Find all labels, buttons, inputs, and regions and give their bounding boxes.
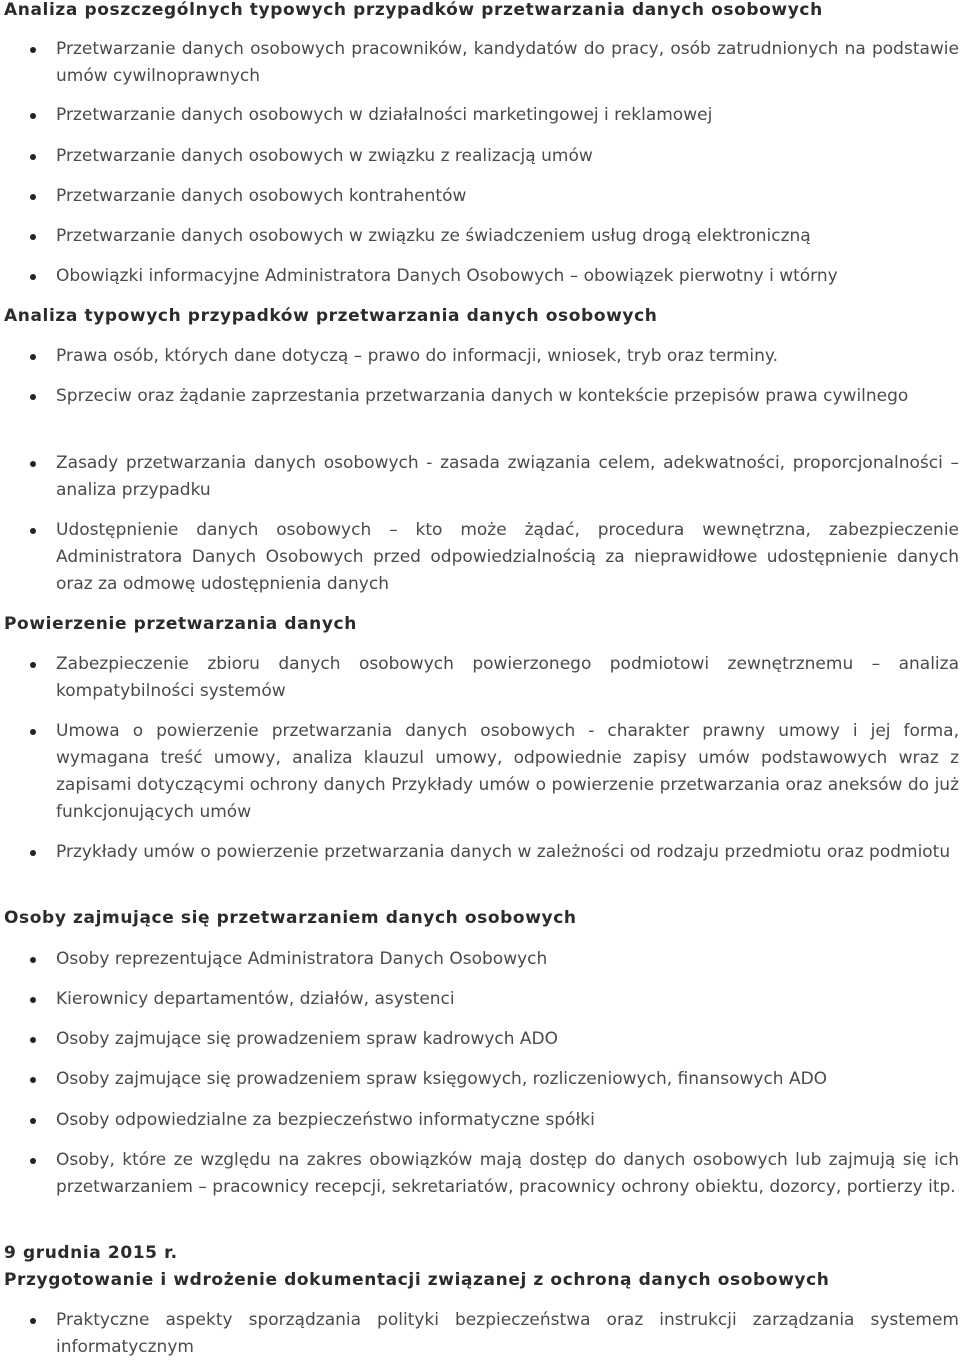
list-item: Udostępnienie danych osobowych – kto może żądać, procedura wewnętrzna, zabezpieczenie Administratora Danych Osobowych przed odpowiedzialnością za nieprawidłowe udostępnienie danych oraz za odmowę udostępnienia danych	[56, 517, 959, 598]
date-heading: 9 grudnia 2015 r.	[4, 1243, 178, 1263]
list-item: Kierownicy departamentów, działów, asystenci	[56, 986, 959, 1013]
list-item: Przetwarzanie danych osobowych w związku ze świadczeniem usług drogą elektroniczną	[56, 223, 959, 250]
list-item: Osoby zajmujące się prowadzeniem spraw kadrowych ADO	[56, 1026, 959, 1053]
list-item: Praktyczne aspekty sporządzania polityki bezpieczeństwa oraz instrukcji zarządzania systemem informatycznym	[56, 1307, 959, 1360]
list-item: Sprzeciw oraz żądanie zaprzestania przetwarzania danych w kontekście przepisów prawa cywilnego	[56, 383, 959, 410]
list-item: Przetwarzanie danych osobowych kontrahentów	[56, 183, 959, 210]
list-item: Umowa o powierzenie przetwarzania danych osobowych - charakter prawny umowy i jej forma, wymagana treść umowy, analiza klauzul umowy, odpowiednie zapisy umów podstawowych wraz z zapisami dotyczącymi ochrony danych Przykłady umów o powierzenie przetwarzania oraz aneksów do już funkcjonujących umów	[56, 718, 959, 826]
list-item: Osoby odpowiedzialne za bezpieczeństwo informatyczne spółki	[56, 1107, 959, 1134]
list-item: Obowiązki informacyjne Administratora Danych Osobowych – obowiązek pierwotny i wtórny	[56, 263, 959, 290]
list-item: Osoby reprezentujące Administratora Danych Osobowych	[56, 946, 959, 973]
list-item: Zasady przetwarzania danych osobowych - zasada związania celem, adekwatności, proporcjonalności – analiza przypadku	[56, 450, 959, 504]
section-heading: Powierzenie przetwarzania danych	[4, 614, 357, 634]
section-heading: Analiza typowych przypadków przetwarzania danych osobowych	[4, 306, 658, 326]
list-item: Prawa osób, których dane dotyczą – prawo do informacji, wniosek, tryb oraz terminy.	[56, 343, 959, 370]
list-item: Przykłady umów o powierzenie przetwarzania danych w zależności od rodzaju przedmiotu oraz podmiotu	[56, 839, 959, 866]
list-item: Przetwarzanie danych osobowych w związku z realizacją umów	[56, 143, 959, 170]
list-item: Przetwarzanie danych osobowych pracowników, kandydatów do pracy, osób zatrudnionych na podstawie umów cywilnoprawnych	[56, 36, 959, 90]
list-item: Osoby, które ze względu na zakres obowiązków mają dostęp do danych osobowych lub zajmują się ich przetwarzaniem – pracownicy recepcji, sekretariatów, pracownicy ochrony obiektu, dozorcy, portierzy itp.	[56, 1147, 959, 1201]
list-item: Zabezpieczenie zbioru danych osobowych powierzonego podmiotowi zewnętrznemu – analiza kompatybilności systemów	[56, 651, 959, 705]
list-item: Przetwarzanie danych osobowych w działalności marketingowej i reklamowej	[56, 102, 959, 129]
list-item: Osoby zajmujące się prowadzeniem spraw księgowych, rozliczeniowych, finansowych ADO	[56, 1066, 959, 1093]
section-heading: Osoby zajmujące się przetwarzaniem danych osobowych	[4, 908, 577, 928]
section-heading: Przygotowanie i wdrożenie dokumentacji związanej z ochroną danych osobowych	[4, 1270, 830, 1290]
section-heading: Analiza poszczególnych typowych przypadków przetwarzania danych osobowych	[4, 0, 823, 20]
